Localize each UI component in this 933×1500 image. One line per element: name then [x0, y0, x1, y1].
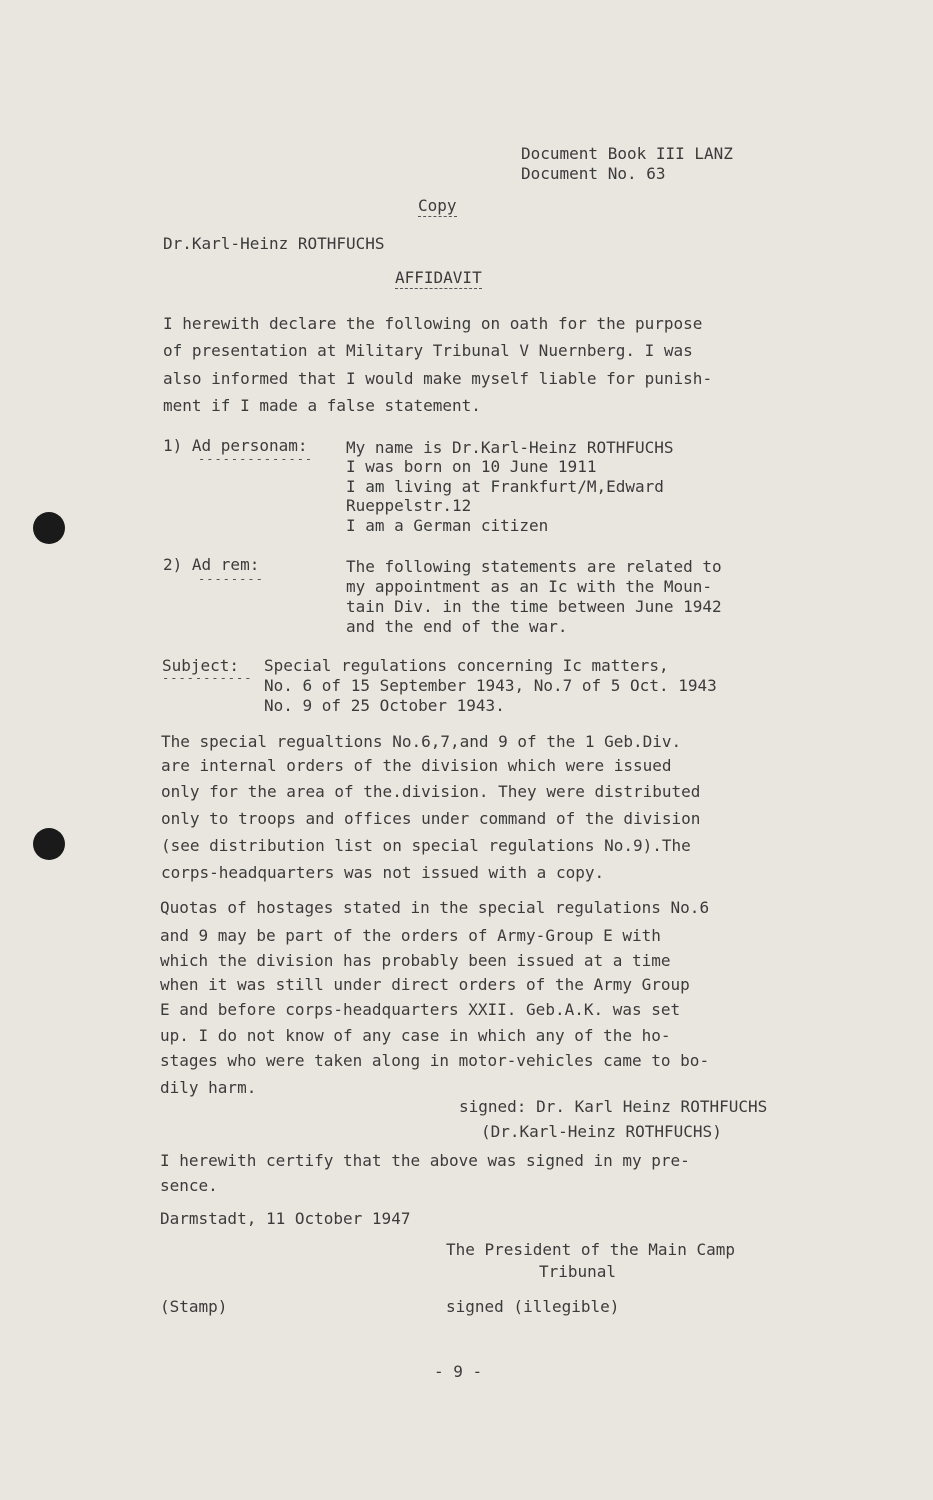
paragraph-line: E and before corps-headquarters XXII. Geb.A.K. was set	[160, 1000, 681, 1019]
signature-name: (Dr.Karl-Heinz ROTHFUCHS)	[481, 1122, 722, 1141]
ad-rem-line: The following statements are related to	[346, 557, 722, 576]
ad-personam-line: My name is Dr.Karl-Heinz ROTHFUCHS	[346, 438, 674, 457]
punch-hole-bottom	[33, 828, 65, 860]
paragraph-line: dily harm.	[160, 1078, 257, 1097]
subject-block	[264, 656, 824, 718]
paragraph-line: Quotas of hostages stated in the special regulations No.6	[160, 898, 710, 917]
subject-line: Special regulations concerning Ic matters,	[264, 656, 669, 675]
president-title: The President of the Main Camp	[446, 1240, 735, 1259]
paragraph-line: which the division has probably been issued at a time	[160, 951, 671, 970]
intro-line: I herewith declare the following on oath for the purpose	[163, 314, 703, 333]
paragraph-line: stages who were taken along in motor-vehicles came to bo-	[160, 1051, 710, 1070]
subject-line: No. 9 of 25 October 1943.	[264, 696, 505, 715]
ad-rem-line: and the end of the war.	[346, 617, 568, 636]
paragraph-line: (see distribution list on special regulations No.9).The	[161, 836, 691, 855]
certification-line: sence.	[160, 1176, 218, 1195]
paragraph-line: The special regualtions No.6,7,and 9 of the 1 Geb.Div.	[161, 732, 682, 751]
intro-line: of presentation at Military Tribunal V Nuernberg. I was	[163, 341, 693, 360]
ad-personam-line: Rueppelstr.12	[346, 496, 472, 515]
ad-personam-line: I am a German citizen	[346, 516, 549, 535]
affidavit-title: AFFIDAVIT	[395, 268, 482, 287]
certification-line: I herewith certify that the above was signed in my pre-	[160, 1151, 690, 1170]
subject-label: Subject:	[162, 656, 240, 675]
ad-personam-line: I was born on 10 June 1911	[346, 457, 597, 476]
paragraph-line: and 9 may be part of the orders of Army-Group E with	[160, 926, 661, 945]
paragraph-distribution	[161, 732, 841, 882]
paragraph-line: only for the area of the.division. They were distributed	[161, 782, 701, 801]
ad-personam-block	[346, 438, 806, 538]
signature-line: signed: Dr. Karl Heinz ROTHFUCHS	[459, 1097, 768, 1116]
subject-underline: -----------	[162, 671, 253, 685]
president-title-tribunal: Tribunal	[539, 1262, 617, 1281]
paragraph-line: up. I do not know of any case in which any of the ho-	[160, 1026, 671, 1045]
page-number: - 9 -	[434, 1362, 483, 1381]
intro-paragraph	[163, 314, 843, 424]
place-date: Darmstadt, 11 October 1947	[160, 1209, 411, 1228]
ad-rem-label: 2) Ad rem:	[163, 555, 260, 574]
document-book-reference: Document Book III LANZ	[521, 144, 733, 163]
paragraph-line: corps-headquarters was not issued with a copy.	[161, 863, 605, 882]
ad-rem-line: tain Div. in the time between June 1942	[346, 597, 722, 616]
paragraph-hostages	[160, 898, 840, 1098]
intro-line: also informed that I would make myself liable for punish-	[163, 369, 713, 388]
ad-personam-label: 1) Ad personam:	[163, 436, 308, 455]
paragraph-line: only to troops and offices under command of the division	[161, 809, 701, 828]
subject-line: No. 6 of 15 September 1943, No.7 of 5 Oct. 1943	[264, 676, 717, 695]
document-number: Document No. 63	[521, 164, 666, 183]
stamp-label: (Stamp)	[160, 1297, 228, 1316]
ad-personam-underline: --------------	[198, 452, 314, 466]
ad-rem-underline: --------	[198, 572, 264, 586]
intro-line: ment if I made a false statement.	[163, 396, 481, 415]
second-signature: signed (illegible)	[446, 1297, 620, 1316]
paragraph-line: are internal orders of the division which were issued	[161, 756, 672, 775]
ad-rem-line: my appointment as an Ic with the Moun-	[346, 577, 713, 596]
ad-personam-line: I am living at Frankfurt/M,Edward	[346, 477, 664, 496]
copy-label: Copy	[418, 196, 457, 215]
ad-rem-block	[346, 557, 806, 639]
punch-hole-top	[33, 512, 65, 544]
author-name: Dr.Karl-Heinz ROTHFUCHS	[163, 234, 385, 253]
certification-block	[160, 1151, 840, 1199]
paragraph-line: when it was still under direct orders of the Army Group	[160, 975, 690, 994]
